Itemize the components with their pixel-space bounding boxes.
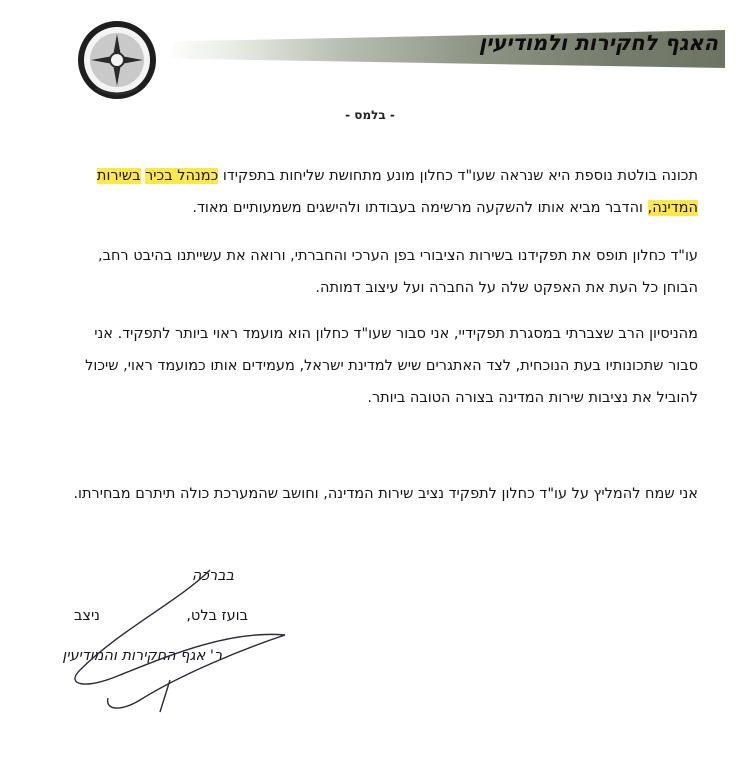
paragraph-4: אני שמח להמליץ על עו"ד כחלון לתפקיד נציב שירות המדינה, וחושב שהמערכת כולה תיתרם מבחירתו. — [73, 486, 698, 502]
signer-name: בועז בלט, — [186, 608, 248, 624]
paragraph-1 — [62, 160, 698, 224]
paragraph-1-end: והדבר מביא אותו להשקעה מרשימה בעבודתו ולהישגים משמעותיים מאוד. — [192, 200, 648, 216]
highlight-civil-service: בשירות המדינה, — [96, 168, 698, 216]
handwritten-signature — [60, 560, 300, 720]
paragraph-2: עו"ד כחלון תופס את תפקידנו בשירות הציבורי בפן הערכי והחברתי, ורואה את עשייתנו בהיבט רחב, הבוחן כל העת את האפקט שלה על החברה ועל עיצוב דמותה. — [97, 248, 698, 296]
paragraph-3: מהניסיון הרב שצברתי במסגרת תפקידיי, אני סבור שעו"ד כחלון הוא מועמד ראוי ביותר לתפקיד. אני סבור שתכונותיו בעת הנוכחית, לצד האתגרים שיש למדינת ישראל, מעמידים אותו כמועמד ראוי, שיכול להוביל את נציבות שירות המדינה בצורה הטובה ביותר. — [85, 326, 698, 406]
paragraph-1-start: תכונה בולטת נוספת היא שנראה שעו"ד כחלון מונע מתחושת שליחות בתפקידו — [218, 168, 698, 184]
police-emblem-icon — [74, 18, 160, 102]
classification-label: - בלמס - — [345, 108, 395, 122]
signature-greeting: בברכה — [191, 568, 234, 584]
signer-role: ר' אגף החקירות והמודיעין — [62, 648, 222, 664]
signer-rank: ניצב — [73, 608, 100, 624]
highlight-senior-manager: כמנהל בכיר — [145, 168, 219, 184]
unit-title: האגף לחקירות ולמודיעין — [478, 31, 718, 55]
